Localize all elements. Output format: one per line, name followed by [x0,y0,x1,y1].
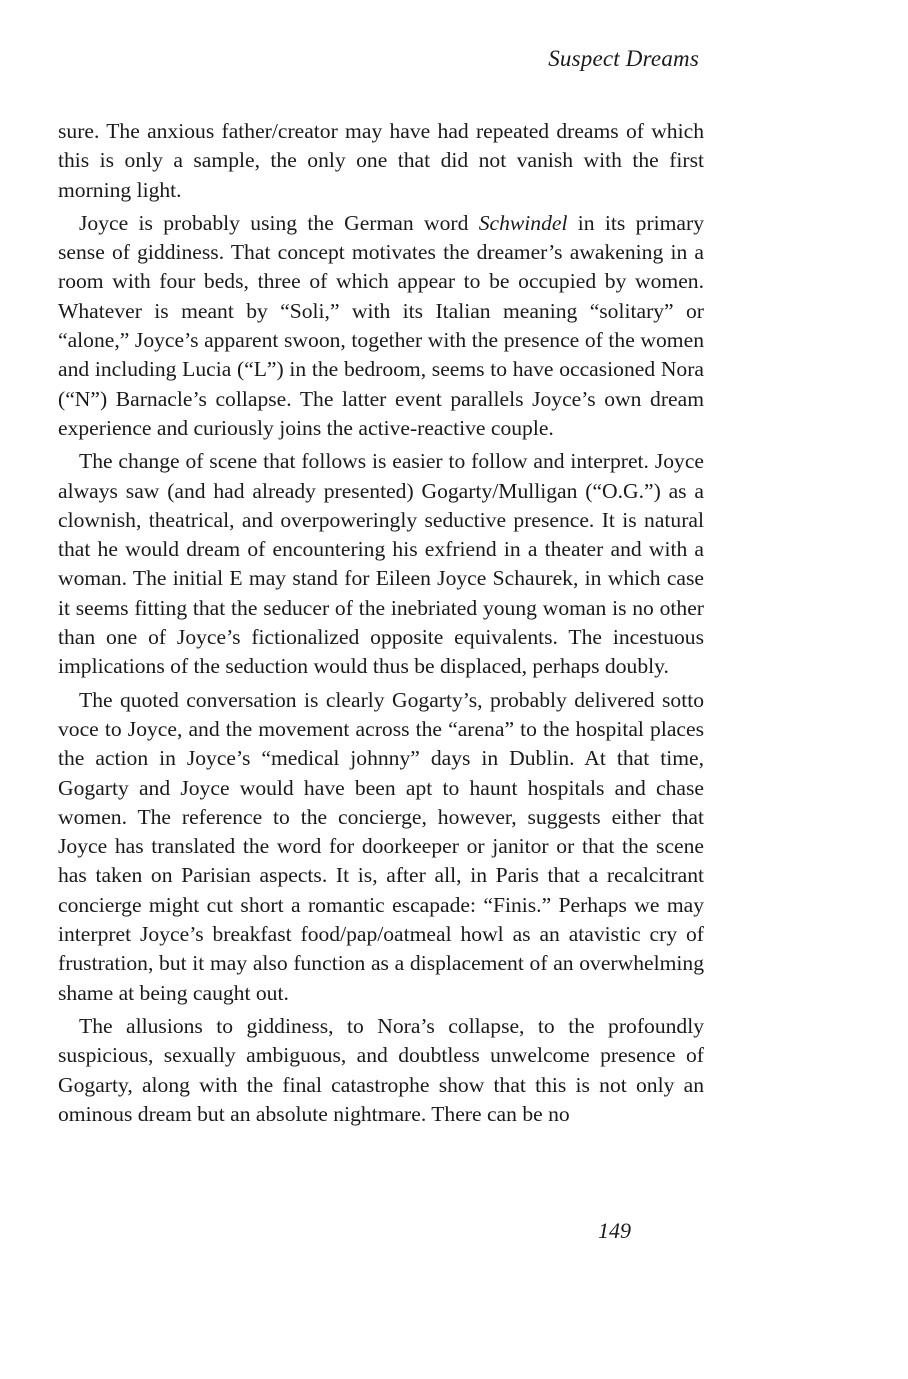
running-head: Suspect Dreams [548,46,699,71]
paragraph-1-text: sure. The anxious father/creator may have had repeated dreams of which this is only a sample, the only one that did not vanish with the first morning light. [58,119,704,202]
body-text [58,117,704,1129]
paragraph-3-text: The change of scene that follows is easier to follow and interpret. Joyce always saw (and had already presented) Gogarty/Mulligan (“O.G.”) as a clownish, theatrical, and overpoweringly seductive presence. It is natural that he would dream of encountering his exfriend in a theater and with a woman. The initial E may stand for Eileen Joyce Schaurek, in which case it seems fitting that the seducer of the inebriated young woman is no other than one of Joyce’s fictionalized opposite equivalents. The incestuous implications of the seduction would thus be displaced, perhaps doubly. [58,449,704,679]
page-number: 149 [598,1218,631,1243]
paragraph-2-text-end: in its primary sense of giddiness. That concept motivates the dreamer’s awakening in a room with four beds, three of which appear to be occupied by women. Whatever is meant by “Soli,” with its Italian meaning “solitary” or “alone,” Joyce’s apparent swoon, together with the presence of the women and including Lucia (“L”) in the bedroom, seems to have occasioned Nora (“N”) Barnacle’s collapse. The latter event parallels Joyce’s own dream experience and curiously joins the active-reactive couple. [58,210,704,440]
paragraph-5-text: The allusions to giddiness, to Nora’s collapse, to the profoundly suspicious, sexually ambiguous, and doubtless unwelcome presence of Gogarty, along with the final catastrophe show that this is not only an ominous dream but an absolute nightmare. There can be no [58,1013,704,1126]
italic-term: Schwindel [478,210,568,235]
paragraph-5 [58,1012,704,1129]
paragraph-4 [58,686,704,1008]
paragraph-3 [58,447,704,681]
paragraph-4-text: The quoted conversation is clearly Gogarty’s, probably delivered sotto voce to Joyce, and the movement across the “arena” to the hospital places the action in Joyce’s “medical johnny” days in Dublin. At that time, Gogarty and Joyce would have been apt to haunt hospitals and chase women. The reference to the concierge, however, suggests either that Joyce has translated the word for doorkeeper or janitor or that the scene has taken on Parisian aspects. It is, after all, in Paris that a recalcitrant concierge might cut short a romantic escapade: “Finis.” Perhaps we may interpret Joyce’s breakfast food/pap/oatmeal howl as an atavistic cry of frustration, but it may also function as a displacement of an overwhelming shame at being caught out. [58,687,704,1005]
paragraph-1 [58,117,704,205]
paragraph-2 [58,209,704,443]
paragraph-2-text-start: Joyce is probably using the German word [79,210,479,235]
